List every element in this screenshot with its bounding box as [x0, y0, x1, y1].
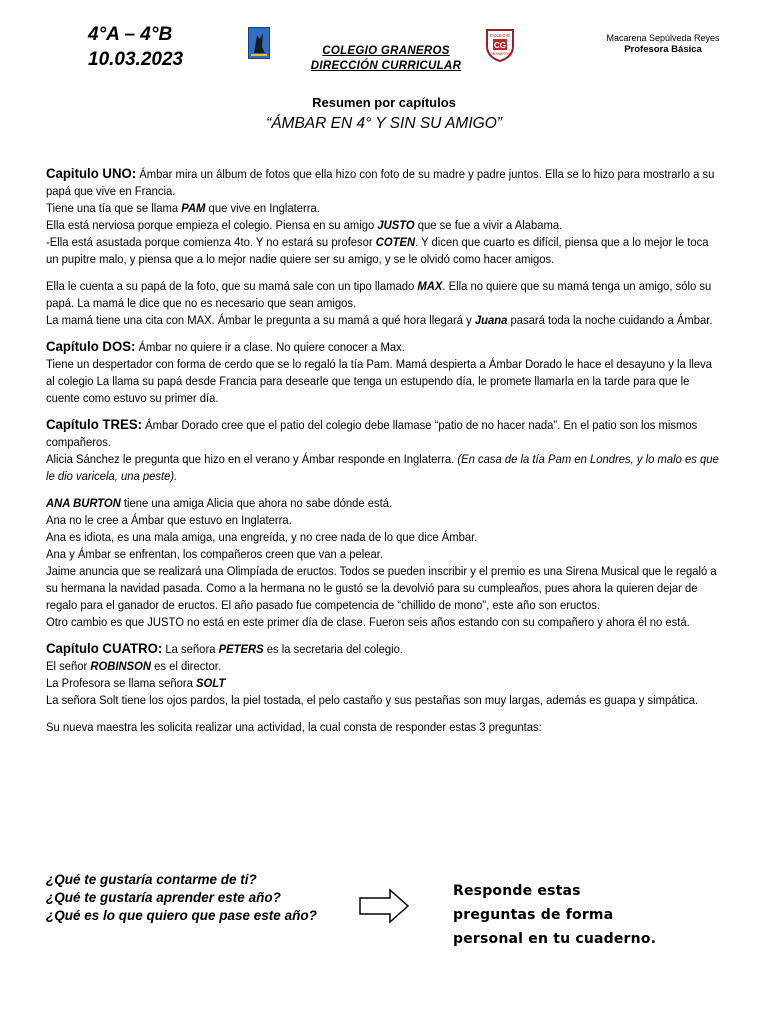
author-block [600, 32, 726, 56]
ch3-text: Alicia Sánchez le pregunta que hizo en el verano y Ámbar responde en Inglaterra. [46, 452, 458, 466]
ch2-para1 [46, 339, 722, 356]
name-peters: PETERS [218, 642, 264, 656]
ch1-text: Ella está nerviosa porque empieza el colegio. Piensa en su amigo [46, 218, 378, 232]
ch1-text: que se fue a vivir a Alabama. [414, 218, 563, 232]
colegio-graneros-shield-logo [484, 26, 516, 62]
ch3-para1 [46, 417, 722, 451]
ch1-para2 [46, 200, 722, 217]
book-title: “ÁMBAR EN 4° Y SIN SU AMIGO” [266, 115, 502, 132]
ch3-para3 [46, 495, 722, 512]
ch3-heading: Capítulo TRES: [46, 417, 143, 433]
grade-label: 4°A – 4°B [88, 24, 173, 45]
ch1-para5 [46, 278, 722, 312]
question-item: ¿Qué es lo que quiero que pase este año? [46, 908, 317, 923]
grade-and-date [88, 22, 183, 72]
chapter-summaries [46, 166, 722, 736]
school-crest-logo [248, 27, 270, 59]
ch2-para2: Tiene un despertador con forma de cerdo que se lo regaló la tía Pam. Mamá despierta a Ámbar Dorado le hace el desayuno y la lleva al colegio La llama su papá desde Francia para desearle que tenga un estupendo día, le promete llamarla en la tarde para que le cuente como estuvo su primer día. [46, 357, 713, 405]
ch4-para3 [46, 675, 722, 692]
ch3-para7: Jaime anuncia que se realizará una Olimpíada de eructos. Todos se pueden inscribir y el premio es una Sirena Musical que le regaló a su hermana la navidad pasada. Como a la hermana no le gustó se la devolvió para su cumpleaños, pues ahora la quieren dejar de regalo para el ganador de eructos. El año pasado fue competencia de “chillido de mono”, este año son eructos. [46, 564, 717, 612]
logo-bottom-text: GRANEROS [489, 52, 511, 56]
logo-top-text: COLEGIO [489, 33, 511, 38]
ch1-para4 [46, 234, 722, 268]
ch4-para4: La señora Solt tiene los ojos pardos, la piel tostada, el pelo castaño y sus pestañas son muy largas, además es guapa y simpática. [46, 693, 699, 707]
question-item: ¿Qué te gustaría aprender este año? [46, 890, 281, 905]
ch1-text: pasará toda la noche cuidando a Ámbar. [507, 313, 713, 327]
question-list [46, 871, 317, 925]
author-role: Profesora Básica [624, 44, 702, 55]
ch3-para2 [46, 451, 722, 485]
ch3-italic-note: (En casa de la tía Pam en Londres, y lo malo es que le dio varicela, una peste). [46, 452, 719, 483]
ch1-text: . Y dicen que cuarto es difícil, piensa que a lo mejor le toca un pupitre malo, y piensa que a lo mejor nadie quiere ser su amigo, y se le olvidó como hacer amigos. [46, 235, 709, 266]
ch1-para1 [46, 166, 722, 200]
ch1-text: Ámbar mira un álbum de fotos que ella hizo con foto de su madre y padre juntos. Ella se lo hizo para mostrarlo a su papá que vive en Francia. [46, 167, 715, 198]
name-ana-burton: ANA BURTON [46, 496, 121, 510]
ch1-text: Ella le cuenta a su papá de la foto, que su mamá sale con un tipo llamado [46, 279, 418, 293]
ch1-text: Tiene una tía que se llama [46, 201, 182, 215]
ch4-para2 [46, 658, 722, 675]
ch1-heading: Capitulo UNO: [46, 166, 137, 182]
ch4-para5: Su nueva maestra les solicita realizar una actividad, la cual consta de responder estas 3 preguntas: [46, 720, 542, 734]
name-juana: Juana [474, 313, 508, 327]
instruction-line: Responde estas [453, 883, 581, 899]
instruction-line: preguntas de forma [453, 907, 614, 923]
ch4-para1 [46, 641, 722, 658]
ch1-para3 [46, 217, 722, 234]
ch1-text: La mamá tiene una cita con MAX. Ámbar le pregunta a su mamá a qué hora llegará y [46, 313, 475, 327]
ch4-text: El señor [46, 659, 91, 673]
ch4-heading: Capítulo CUATRO: [46, 641, 163, 657]
ch3-para4: Ana no le cree a Ámbar que estuvo en Inglaterra. [46, 513, 292, 527]
ch3-text: tiene una amiga Alicia que ahora no sabe dónde está. [120, 496, 393, 510]
ch4-text: es la secretaria del colegio. [263, 642, 404, 656]
name-max: MAX [417, 279, 443, 293]
ch2-text: Ámbar no quiere ir a clase. No quiere conocer a Max. [135, 340, 405, 354]
summary-subtitle: Resumen por capítulos [312, 95, 456, 110]
logo-initials: CG [494, 41, 506, 50]
ch3-text: Ámbar Dorado cree que el patio del colegio debe llamase “patio de no hacer nada”. En el patio son los mismos compañeros. [46, 418, 698, 449]
name-pam: PAM [181, 201, 206, 215]
name-justo: JUSTO [377, 218, 415, 232]
ch3-para5: Ana es idiota, es una mala amiga, una engreída, y no cree nada de lo que dice Ámbar. [46, 530, 478, 544]
instruction-box [453, 879, 656, 951]
ch4-text: La señora [162, 642, 219, 656]
name-solt: SOLT [196, 676, 226, 690]
ch2-heading: Capítulo DOS: [46, 339, 136, 355]
ch1-text: que vive en Inglaterra. [205, 201, 320, 215]
name-coten: COTEN [375, 235, 416, 249]
department-name: DIRECCIÓN CURRICULAR [310, 60, 462, 72]
name-robinson: ROBINSON [90, 659, 152, 673]
author-name: Macarena Sepúlveda Reyes [606, 33, 720, 43]
question-item: ¿Qué te gustaría contarme de ti? [46, 872, 257, 887]
school-name: COLEGIO GRANEROS [322, 45, 450, 57]
ch4-text: es el director. [151, 659, 222, 673]
ch1-text: -Ella está asustada porque comienza 4to. Y no estará su profesor [46, 235, 376, 249]
school-header [288, 44, 484, 74]
right-arrow-icon [358, 888, 410, 924]
instruction-line: personal en tu cuaderno. [453, 931, 657, 947]
ch1-para6 [46, 312, 722, 329]
ch3-para8: Otro cambio es que JUSTO no está en este primer día de clase. Fueron seis años estando con su compañero y ahora él no está. [46, 615, 690, 629]
ch3-para6: Ana y Ámbar se enfrentan, los compañeros creen que van a pelear. [46, 547, 383, 561]
ch1-text: . Ella no quiere que su mamá tenga un amigo, sólo su papá. La mamá le dice que no es necesario que sean amigos. [46, 279, 712, 310]
ch4-text: La Profesora se llama señora [46, 676, 197, 690]
date-label: 10.03.2023 [88, 49, 184, 70]
